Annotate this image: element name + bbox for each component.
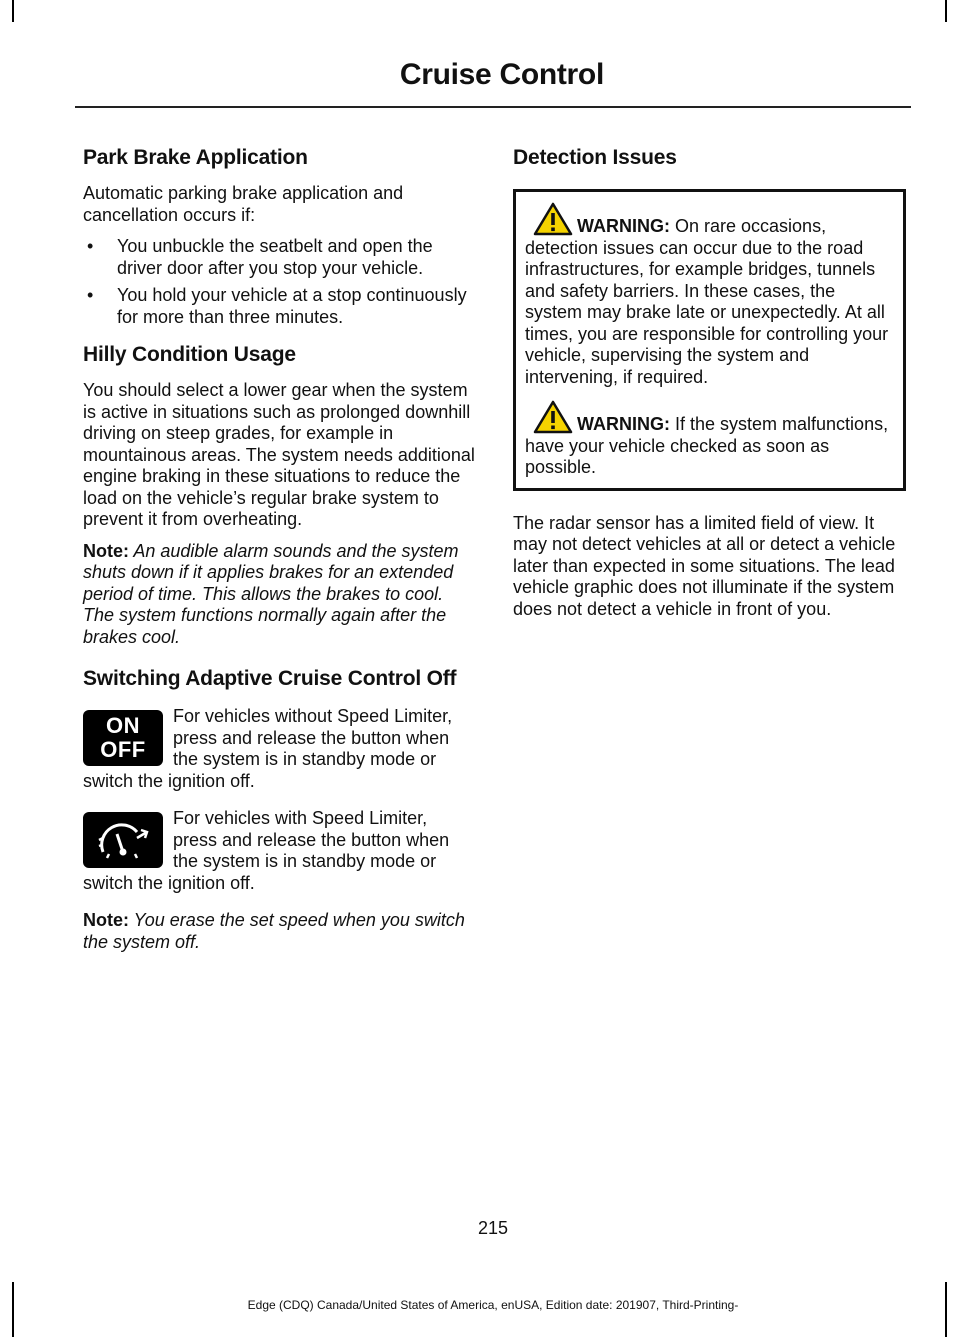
on-off-button-icon (83, 710, 163, 766)
note-text: You erase the set speed when you switch the system off. (83, 910, 465, 952)
hilly-condition-heading: Hilly Condition Usage (83, 343, 296, 366)
list-item: • You unbuckle the seatbelt and open the driver door after you stop your vehicle. (83, 236, 475, 279)
warning-triangle-icon (533, 400, 573, 434)
with-limiter-text: For vehicles with Speed Limiter, press and release the button when the system is in standby mode or switch the ignition off. (83, 808, 450, 893)
speed-limiter-icon (83, 812, 163, 868)
warning-box (513, 189, 906, 491)
warning-text: If the system malfunctions, have your vehicle checked as soon as possible. (525, 414, 889, 477)
crop-mark-top-left (12, 0, 14, 22)
detection-issues-heading: Detection Issues (513, 146, 677, 169)
hilly-condition-body: You should select a lower gear when the system is active in situations such as prolonged downhill driving on steep grades, for example in mountainous areas. The system needs additional engine braking in these situations to reduce the load on the vehicle’s regular brake system to prevent it from overheating. (83, 380, 475, 529)
off-label: OFF (100, 737, 146, 762)
note-label: Note: (83, 540, 129, 561)
park-brake-list (83, 236, 475, 328)
warning-triangle-icon (533, 202, 573, 236)
note-label: Note: (83, 910, 129, 930)
switching-off-heading: Switching Adaptive Cruise Control Off (83, 667, 457, 690)
header-divider (75, 106, 911, 108)
left-column (83, 145, 475, 963)
warning-text: On rare occasions, detection issues can occur due to the road infrastructures, for example bridges, tunnels and safety barriers. In these cases, the system may brake late or unexpectedly. At all times, you are responsible for controlling your vehicle, supervising the system and intervening, if required. (525, 216, 889, 387)
page-title: Cruise Control (399, 58, 604, 91)
park-brake-intro: Automatic parking brake application and cancellation occurs if: (83, 183, 404, 225)
warning-paragraph (525, 202, 894, 388)
with-limiter-paragraph (83, 808, 475, 894)
on-label: ON (106, 713, 140, 738)
warning-label: WARNING: (577, 216, 670, 236)
warning-paragraph (525, 400, 894, 479)
crop-mark-top-right (945, 0, 947, 22)
without-limiter-paragraph (83, 706, 475, 792)
page-number: 215 (477, 1218, 509, 1238)
note-text: An audible alarm sounds and the system shuts down if it applies brakes for an extended period of time. This allows the brakes to cool. The system functions normally again after the brakes cool. (83, 540, 459, 647)
hilly-note (83, 541, 475, 649)
list-item: • You hold your vehicle at a stop continuously for more than three minutes. (83, 285, 475, 328)
warning-label: WARNING: (577, 414, 670, 434)
without-limiter-text: For vehicles without Speed Limiter, press and release the button when the system is in standby mode or switch the ignition off. (83, 706, 453, 791)
radar-sensor-paragraph: The radar sensor has a limited field of view. It may not detect vehicles at all or detect a vehicle later than expected in some situations. The lead vehicle graphic does not illuminate if the system does not detect a vehicle in front of you. (513, 512, 896, 619)
park-brake-heading: Park Brake Application (83, 146, 308, 169)
edition-info: Edge (CDQ) Canada/United States of America, enUSA, Edition date: 201907, Third-Printing- (247, 1298, 739, 1312)
right-column (513, 145, 906, 630)
switching-note (83, 910, 475, 953)
